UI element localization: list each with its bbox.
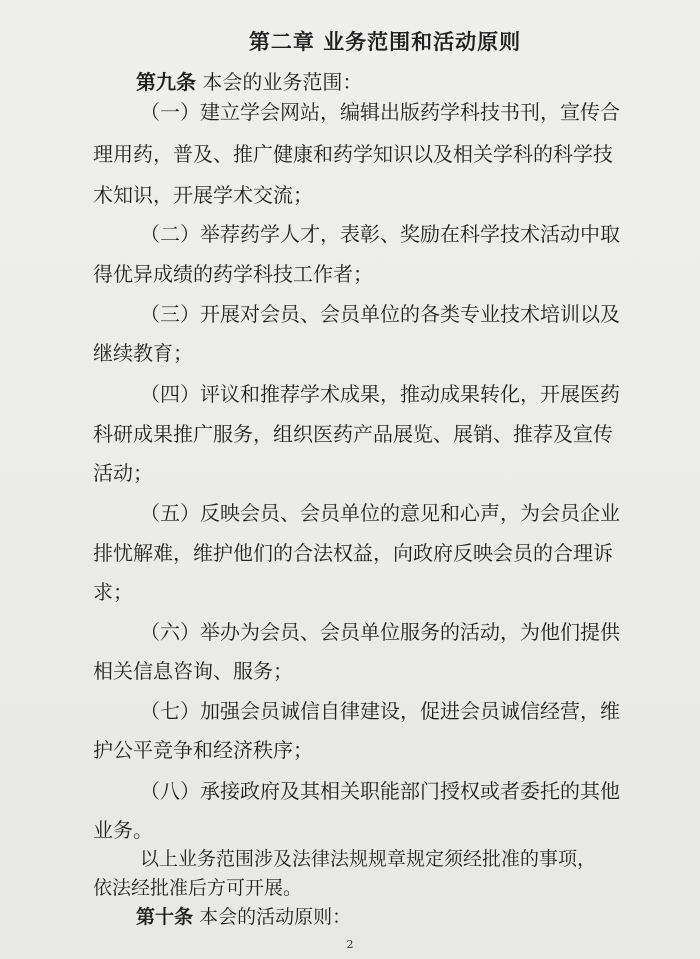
item-1-line-2: 理用药，普及、推广健康和药学知识以及相关学科的科学技 [93,142,613,166]
item-8-line-2: 业务。 [93,818,153,842]
item-7-line-2: 护公平竞争和经济秩序； [93,738,313,762]
item-4-line-1: （四）评议和推荐学术成果，推动成果转化，开展医药 [140,382,620,406]
item-4-line-2: 科研成果推广服务，组织医药产品展览、展销、推荐及宣传 [93,422,613,446]
article-9-label: 第九条 [136,70,196,94]
item-1-line-1: （一）建立学会网站，编辑出版药学科技书刊，宣传合 [140,100,620,124]
article-10-heading [136,905,351,929]
item-3-line-1: （三）开展对会员、会员单位的各类专业技术培训以及 [140,302,620,326]
item-3-line-2: 继续教育； [93,341,193,365]
article-10-intro: 本会的活动原则： [199,906,352,928]
item-6-line-2: 相关信息咨询、服务； [93,659,293,683]
closing-line-2: 依法经批准后方可开展。 [93,877,303,899]
item-7-line-1: （七）加强会员诚信自律建设，促进会员诚信经营，维 [140,699,620,723]
item-2-line-1: （二）举荐药学人才，表彰、奖励在科学技术活动中取 [140,222,620,246]
item-4-line-3: 活动； [93,461,153,485]
item-5-line-2: 排忧解难，维护他们的合法权益，向政府反映会员的合理诉 [93,541,613,565]
item-2-line-2: 得优异成绩的药学科技工作者； [93,262,373,286]
page-number: 2 [346,938,354,951]
item-8-line-1: （八）承接政府及其相关职能部门授权或者委托的其他 [140,779,620,803]
item-5-line-1: （五）反映会员、会员单位的意见和心声，为会员企业 [140,501,620,525]
article-10-label: 第十条 [136,906,194,928]
article-9-heading [136,70,362,94]
item-1-line-3: 术知识，开展学术交流； [93,183,313,207]
item-5-line-3: 求； [93,580,133,604]
chapter-title: 第二章 业务范围和活动原则 [248,30,522,54]
closing-line-1: 以上业务范围涉及法律法规规章规定须经批准的事项， [140,848,597,870]
article-9-intro: 本会的业务范围： [202,70,363,94]
item-6-line-1: （六）举办为会员、会员单位服务的活动，为他们提供 [140,620,620,644]
